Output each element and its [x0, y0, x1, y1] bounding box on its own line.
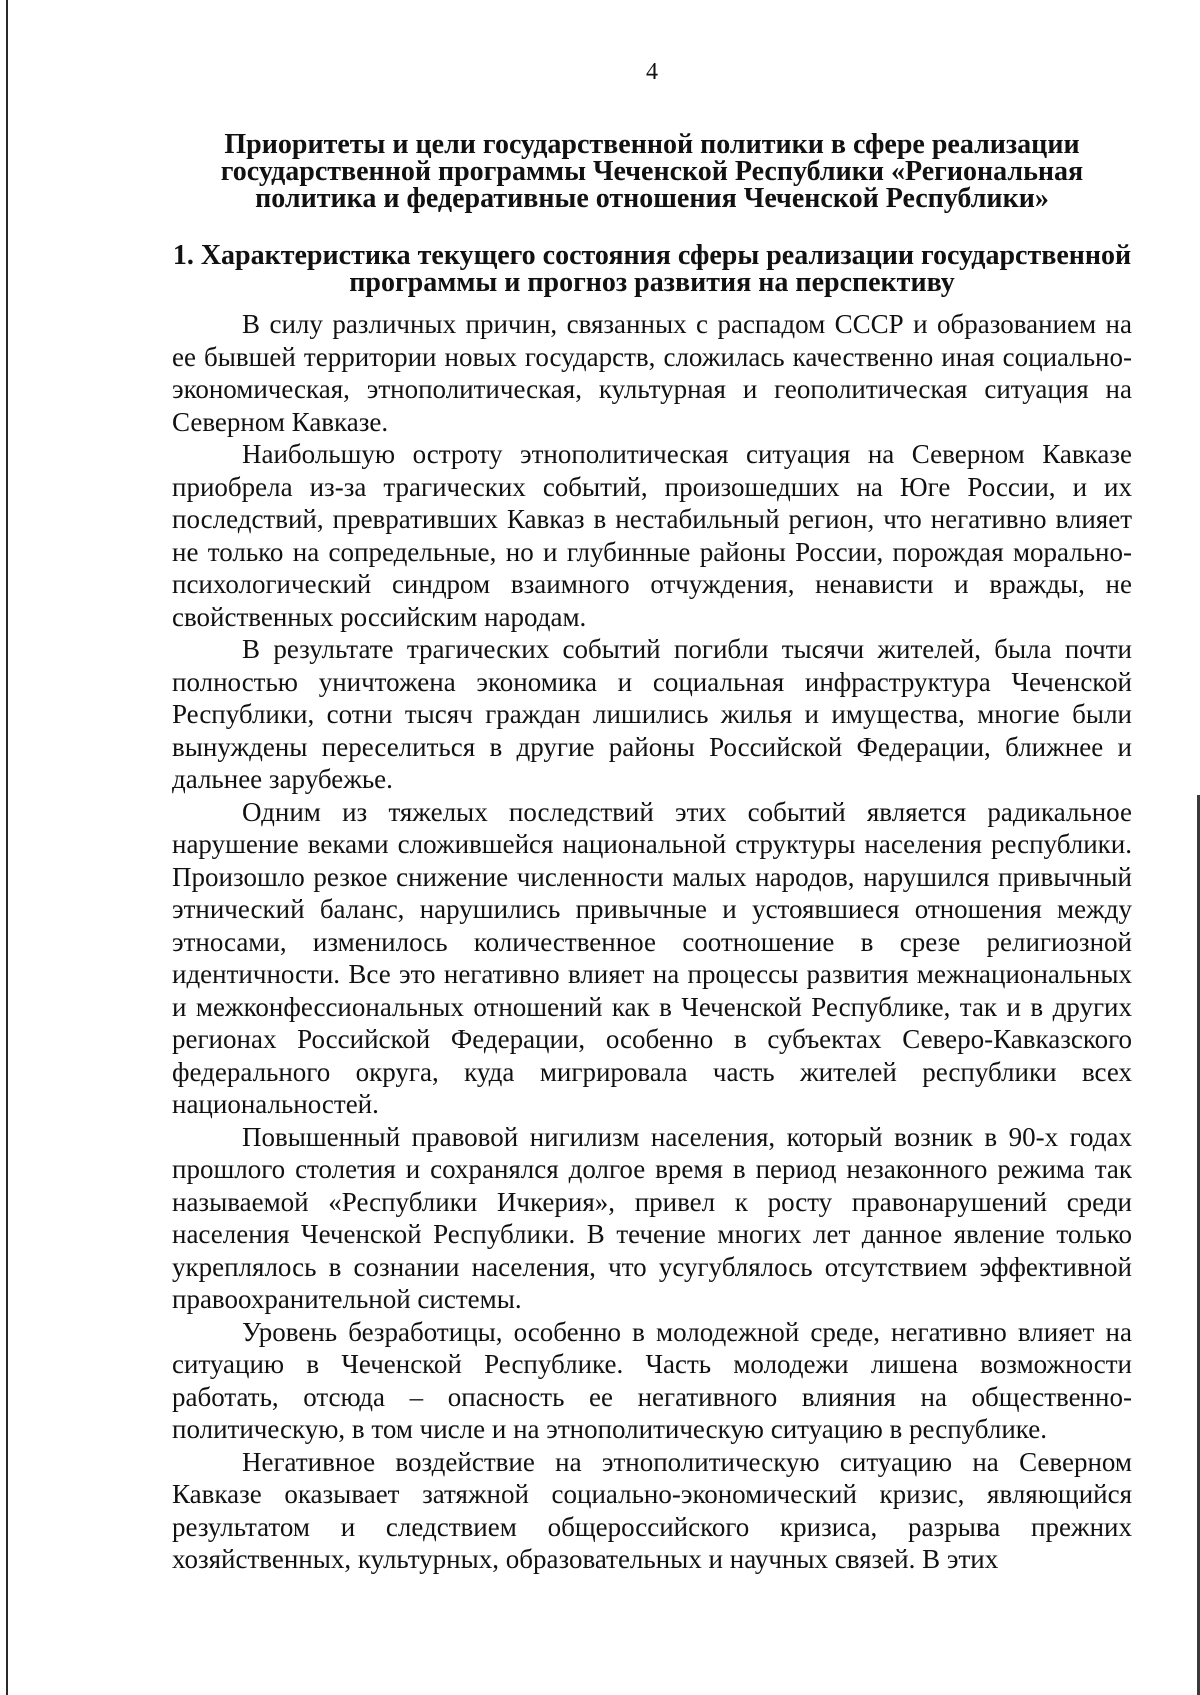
paragraph: Наибольшую остроту этнополитическая ситуация на Северном Кавказе приобрела из-за трагических событий, произошедших на Юге России, и их последствий, превративших Кавказ в нестабильный регион, что негативно влияет не только на сопредельные, но и глубинные районы России, порождая морально-психологический синдром взаимного отчуждения, ненависти и вражды, не свойственных российским народам.	[172, 439, 1132, 632]
paragraph: Негативное воздействие на этнополитическую ситуацию на Северном Кавказе оказывает затяжной социально-экономический кризис, являющийся результатом и следствием общероссийского кризиса, разрыва прежних хозяйственных, культурных, образовательных и научных связей. В этих	[172, 1446, 1132, 1574]
body-text	[172, 308, 1132, 1576]
document-page	[172, 0, 1132, 1576]
page-number: 4	[646, 59, 658, 85]
paragraph: В результате трагических событий погибли тысячи жителей, была почти полностью уничтожена экономика и социальная инфраструктура Чеченской Республики, сотни тысяч граждан лишились жилья и имущества, многие были вынуждены переселиться в другие районы Российской Федерации, ближнее и дальнее зарубежье.	[172, 634, 1132, 794]
scan-edge-left	[6, 0, 8, 1695]
document-title: Приоритеты и цели государственной политики в сфере реализации государственной программы Чеченской Республики «Региональная политика и федеративные отношения Чеченской Республики»	[220, 129, 1084, 214]
paragraph: В силу различных причин, связанных с распадом СССР и образованием на ее бывшей территории новых государств, сложилась качественно иная социально-экономическая, этнополитическая, культурная и геополитическая ситуация на Северном Кавказе.	[172, 309, 1132, 437]
paragraph: Уровень безработицы, особенно в молодежной среде, негативно влияет на ситуацию в Чеченской Республике. Часть молодежи лишена возможности работать, отсюда – опасность ее негативного влияния на общественно-политическую, в том числе и на этнополитическую ситуацию в республике.	[172, 1316, 1132, 1444]
section-title: 1. Характеристика текущего состояния сферы реализации государственной программы и прогноз развития на перспективу	[172, 240, 1132, 298]
paragraph: Одним из тяжелых последствий этих событий является радикальное нарушение веками сложившейся национальной структуры населения республики. Произошло резкое снижение численности малых народов, нарушился привычный этнический баланс, нарушились привычные и устоявшиеся отношения между этносами, изменилось количественное соотношение в срезе религиозной идентичности. Все это негативно влияет на процессы развития межнациональных и межконфессиональных отношений как в Чеченской Республике, так и в других регионах Российской Федерации, особенно в субъектах Северо-Кавказского федерального округа, куда мигрировала часть жителей республики всех национальностей.	[172, 796, 1132, 1119]
paragraph: Повышенный правовой нигилизм населения, который возник в 90-х годах прошлого столетия и сохранялся долгое время в период незаконного режима так называемой «Республики Ичкерия», привел к росту правонарушений среди населения Чеченской Республики. В течение многих лет данное явление только укреплялось в сознании населения, что усугублялось отсутствием эффективной правоохранительной системы.	[172, 1121, 1132, 1314]
